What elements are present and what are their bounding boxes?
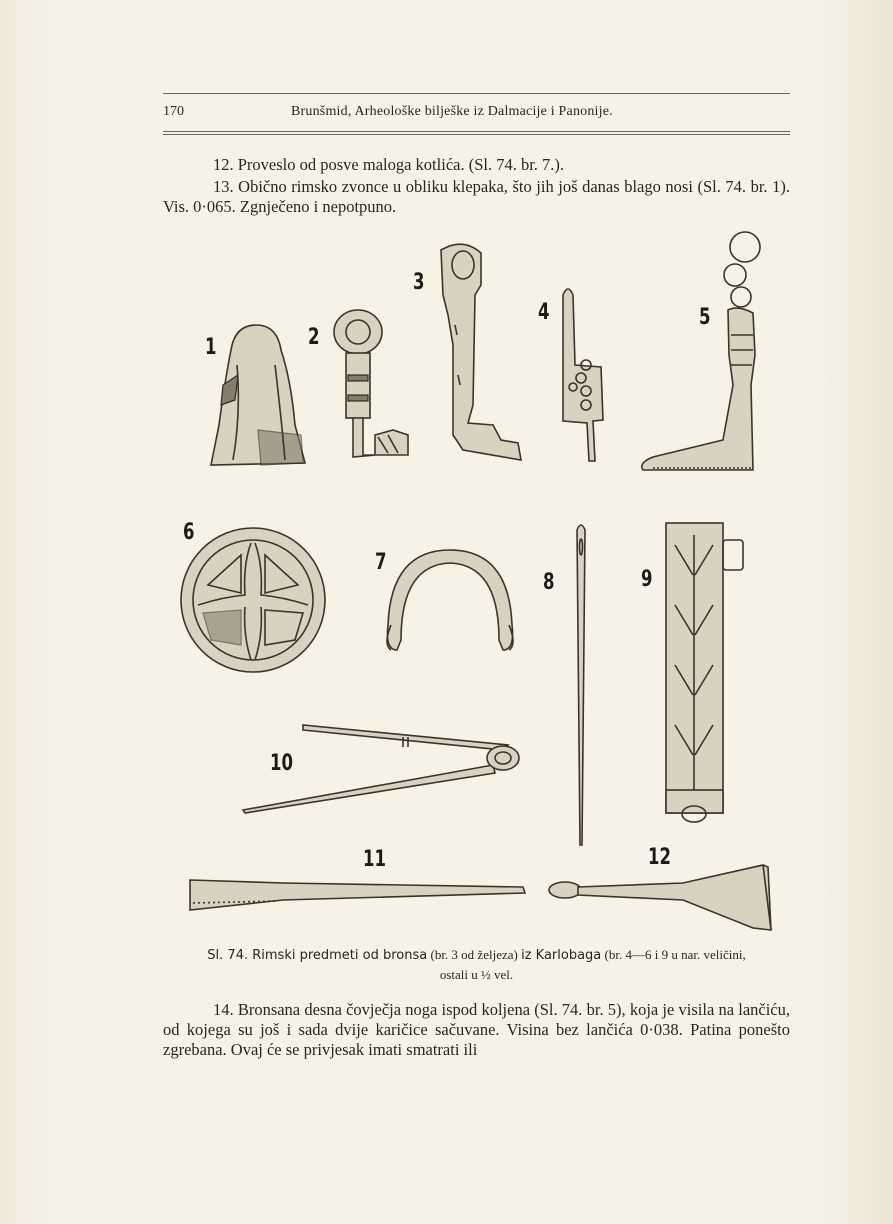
object-11-spatula xyxy=(190,880,525,910)
figure-label-11: 11 xyxy=(363,847,386,872)
running-head: Brunšmid, Arheološke bilješke iz Dalmacije i Panonije. xyxy=(291,104,613,119)
object-3-iron-key xyxy=(441,244,521,460)
object-5-leg-pendant xyxy=(642,232,760,470)
figure-label-4: 4 xyxy=(538,300,550,325)
figure-caption xyxy=(163,945,790,984)
caption-place: Karlobaga xyxy=(531,948,602,963)
paragraph-12: 12. Proveslo od posve maloga kotlića. (Sl. 74. br. 7.). xyxy=(213,155,565,174)
figure-label-8: 8 xyxy=(543,570,555,595)
object-9-plaque xyxy=(666,523,743,822)
figure-label-9: 9 xyxy=(641,567,653,592)
caption-line-1 xyxy=(163,945,790,965)
figure-label-2: 2 xyxy=(308,325,320,350)
figure-label-10: 10 xyxy=(270,751,293,776)
figure-label-12: 12 xyxy=(648,845,671,870)
figure-label-6: 6 xyxy=(183,520,195,545)
header-rule-top xyxy=(163,93,790,94)
figure-label-5: 5 xyxy=(699,305,711,330)
object-2-key xyxy=(334,310,408,457)
header-rule-bottom xyxy=(163,131,790,135)
figure-label-7: 7 xyxy=(375,550,387,575)
figure-label-1: 1 xyxy=(205,335,217,360)
object-4-plate xyxy=(563,289,603,461)
object-6-wheel xyxy=(181,528,325,672)
object-1-bell xyxy=(211,325,305,465)
object-12-spoon xyxy=(549,865,771,930)
paragraph-14: 14. Bronsana desna čovječja noga ispod koljena (Sl. 74. br. 5), koja je visila na lančiću, od kojega su još i sada dvije karičice sačuvane. Visina bez lančića 0·038. Patina ponešto zgrebana. Ovaj će se privjesak imati smatrati ili xyxy=(163,1000,790,1059)
caption-scale-note: (br. 4—6 i 9 u nar. veličini, xyxy=(601,947,746,962)
figure-label-3: 3 xyxy=(413,270,425,295)
page-number: 170 xyxy=(163,104,184,119)
figure-illustration xyxy=(163,225,790,935)
figure-74 xyxy=(163,225,790,935)
caption-preposition: iz xyxy=(521,948,532,963)
caption-title: Sl. 74. Rimski predmeti od bronsa xyxy=(207,948,428,963)
object-8-needle xyxy=(577,525,585,845)
object-7-handle xyxy=(387,550,513,650)
caption-line-2: ostali u ½ vel. xyxy=(439,967,514,982)
caption-material-note: (br. 3 od željeza) xyxy=(427,947,522,962)
page-header xyxy=(163,100,790,130)
paragraph-13: 13. Obično rimsko zvonce u obliku klepaka, što jih još danas blago nosi (Sl. 74. br. 1). Vis. 0·065. Zgnječeno i nepotpuno. xyxy=(163,177,790,216)
